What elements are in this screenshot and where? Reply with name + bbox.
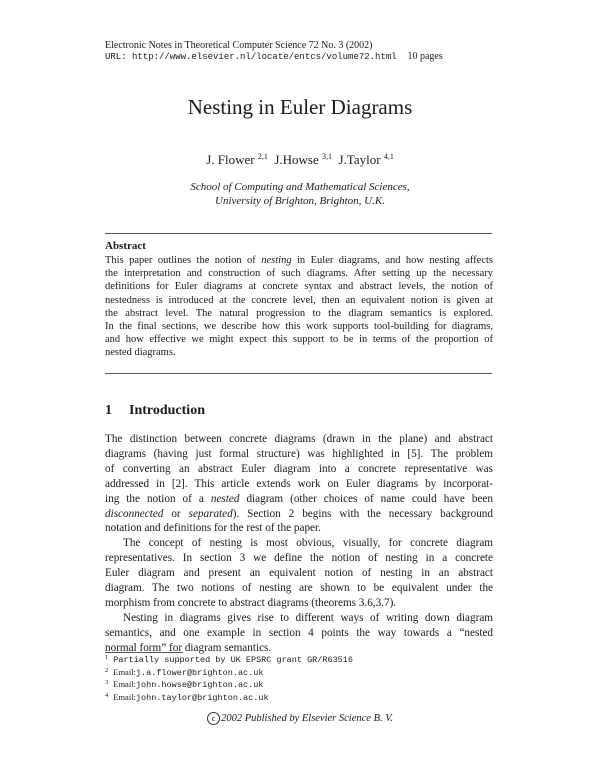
author-marks: 2,1 xyxy=(257,152,268,161)
emphasized-term: nesting xyxy=(261,255,292,266)
abstract-line: In the final sections, we describe how this work supports tool-building for diagrams, xyxy=(105,321,493,333)
emphasized-term: disconnected xyxy=(105,507,164,520)
footnote-text: Partially supported by UK EPSRC grant GR/R63516 xyxy=(113,655,353,665)
author-name: J. Flower xyxy=(206,152,255,167)
abstract-bottom-rule xyxy=(105,373,492,374)
footnote-mark: 2 xyxy=(105,666,109,674)
abstract-line: nested diagrams. xyxy=(105,347,176,359)
footnote-mark: 4 xyxy=(105,691,109,699)
footnote xyxy=(105,667,353,680)
body-line: The distinction between concrete diagrams (drawn in the plane) and abstract xyxy=(105,433,493,445)
footnote-label: Email: xyxy=(113,691,136,702)
author-list xyxy=(0,152,600,168)
abstract-top-rule xyxy=(105,233,492,234)
affiliation-line: University of Brighton, Brighton, U.K. xyxy=(215,194,385,207)
journal-citation: Electronic Notes in Theoretical Computer Science 72 No. 3 (2002) xyxy=(105,40,373,51)
author-name: J.Taylor xyxy=(338,152,381,167)
body-line: of converting an abstract Euler diagram into a concrete representative was xyxy=(105,462,493,475)
abstract-line: This paper outlines the notion of nesting in Euler diagrams, and how nesting affects xyxy=(105,255,493,266)
paper-title: Nesting in Euler Diagrams xyxy=(187,95,413,119)
abstract-line: and how effective we might expect this support to be in terms of the proportion of xyxy=(105,334,493,346)
footnote-label: Email: xyxy=(113,666,136,677)
body-line: Euler diagram and present an equivalent notion of nesting in an abstract xyxy=(105,567,493,580)
section-heading xyxy=(105,403,205,419)
footnote-email[interactable]: john.taylor@brighton.ac.uk xyxy=(135,692,269,703)
body-line: addressed in [2]. This article extends work on Euler diagrams by incorporat- xyxy=(105,477,493,490)
footnote-email[interactable]: j.a.flower@brighton.ac.uk xyxy=(135,667,264,678)
journal-url-link[interactable]: URL: http://www.elsevier.nl/locate/entcs/volume72.html xyxy=(105,52,397,62)
page-count: 10 pages xyxy=(407,51,443,62)
footnote xyxy=(105,655,353,667)
section-title: Introduction xyxy=(129,403,205,418)
abstract-line: nestedness is introduced at the concrete level, then an equivalent notion is given at xyxy=(105,294,493,306)
body-text xyxy=(105,432,493,656)
body-line: disconnected or separated). Section 2 begins with the necessary background xyxy=(105,507,493,520)
footnote-mark: 1 xyxy=(105,654,109,661)
footnote-label: Email: xyxy=(113,679,136,689)
body-line: diagram. The two notions of nesting are shown to be equivalent under the xyxy=(105,582,493,595)
body-line: normal form” for diagram semantics. xyxy=(105,641,272,654)
copyright-notice xyxy=(0,712,600,725)
footnote xyxy=(105,679,353,692)
affiliation-line: School of Computing and Mathematical Sciences, xyxy=(190,181,410,193)
footnote-rule xyxy=(105,652,183,653)
affiliation xyxy=(0,181,600,208)
section-number: 1 xyxy=(105,403,112,418)
footnote xyxy=(105,692,353,705)
journal-url xyxy=(105,51,443,63)
body-line: semantics, and one example in section 4 points the way towards a “nested xyxy=(105,626,493,639)
body-line: morphism from concrete to abstract diagrams (theorems 3.6,3.7). xyxy=(105,596,397,609)
abstract-line: the abstract level. The natural progression to the diagram semantics is explored. xyxy=(105,307,493,319)
body-line: The concept of nesting is most obvious, visually, for concrete diagram xyxy=(123,537,493,550)
abstract-line: the interpretation and construction of such diagrams. After setting up the necessary xyxy=(105,268,493,280)
footnotes xyxy=(105,655,353,704)
body-line: diagrams (having just formal structure) was highlighted in [5]. The problem xyxy=(105,447,493,460)
emphasized-term: nested xyxy=(210,492,240,505)
body-line: representatives. In section 3 we define the notion of nesting in a concrete xyxy=(105,552,493,565)
abstract-line: definitions for Euler diagrams at concrete syntax and abstract levels, the notion of xyxy=(105,281,493,293)
footnote-mark: 3 xyxy=(105,679,109,686)
abstract-heading: Abstract xyxy=(105,240,146,252)
body-line: notation and definitions for the rest of the paper. xyxy=(105,522,321,535)
copyright-text: 2002 Published by Elsevier Science B. V. xyxy=(221,713,393,724)
author-marks: 3,1 xyxy=(322,152,332,161)
footnote-email[interactable]: john.howse@brighton.ac.uk xyxy=(135,680,264,690)
copyright-symbol: c xyxy=(207,712,220,725)
body-line: ing the notion of a nested diagram (other choices of name could have been xyxy=(105,492,493,505)
emphasized-term: separated xyxy=(188,507,233,520)
abstract-body xyxy=(105,254,493,360)
author-marks: 4,1 xyxy=(383,152,394,161)
author-name: J.Howse xyxy=(274,152,319,167)
body-line: Nesting in diagrams gives rise to different ways of writing down diagram xyxy=(123,611,493,624)
